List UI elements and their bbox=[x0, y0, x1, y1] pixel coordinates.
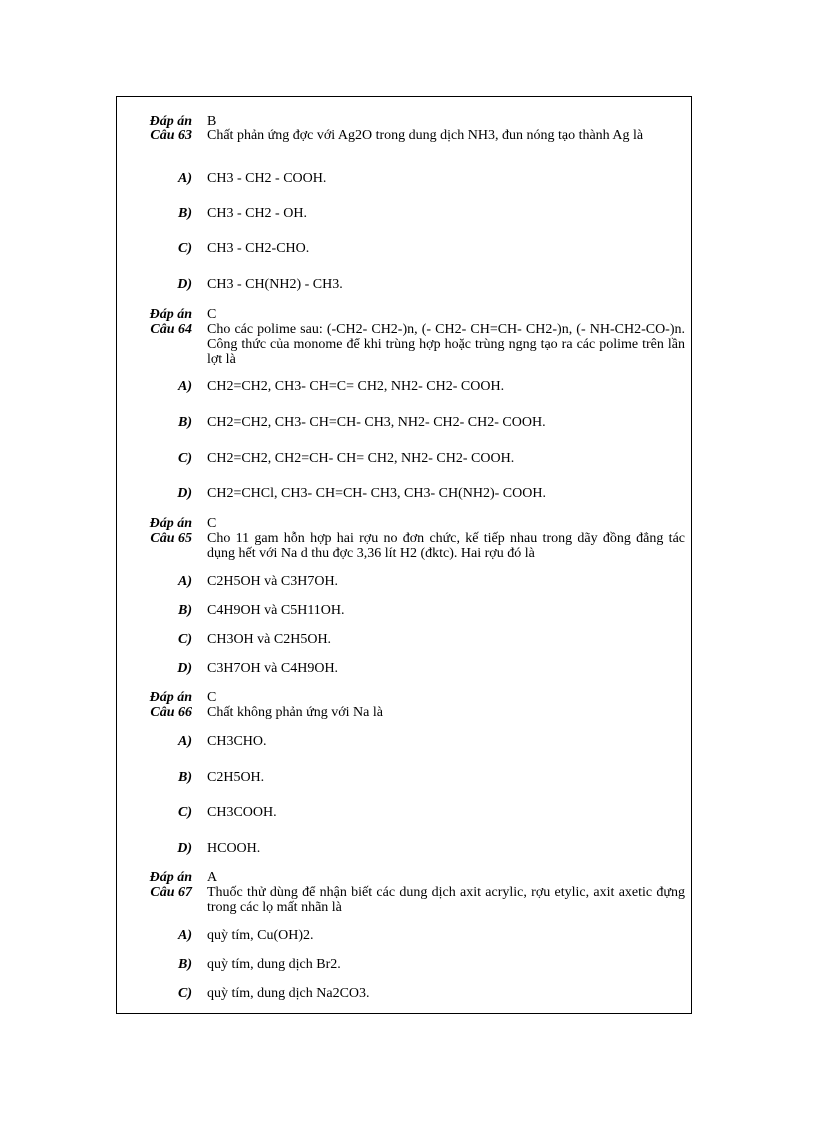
option-text: C4H9OH và C5H11OH. bbox=[207, 603, 345, 618]
answer-label: Đáp án bbox=[149, 516, 192, 531]
option-text: C2H5OH. bbox=[207, 770, 265, 785]
option-text: CH3 - CH2 - COOH. bbox=[207, 171, 327, 186]
option-row bbox=[117, 170, 693, 188]
option-text: CH3CHO. bbox=[207, 734, 267, 749]
option-row bbox=[117, 573, 693, 591]
option-row bbox=[117, 733, 693, 751]
option-text: CH2=CH2, CH3- CH=CH- CH3, NH2- CH2- CH2- COOH. bbox=[207, 415, 546, 430]
option-text: CH3 - CH2 - OH. bbox=[207, 206, 307, 221]
answer-value: A bbox=[207, 870, 218, 885]
question-number: Câu 66 bbox=[150, 705, 192, 720]
option-label: A) bbox=[178, 171, 192, 186]
option-label: A) bbox=[178, 734, 192, 749]
option-text: CH3 - CH2-CHO. bbox=[207, 241, 310, 256]
option-row bbox=[117, 378, 693, 396]
answer-value: B bbox=[207, 114, 217, 129]
option-row bbox=[117, 985, 693, 1003]
question-text: Cho các polime sau: (-CH2- CH2-)n, (- CH2- CH=CH- CH2-)n, (- NH-CH2-CO-)n. Công thức của monome để khi trùng hợp hoặc trùng ngng tạo ra các polime trên lần lợt là bbox=[207, 322, 685, 367]
option-row bbox=[117, 927, 693, 945]
option-text: CH3COOH. bbox=[207, 805, 277, 820]
option-row bbox=[117, 602, 693, 620]
option-text: HCOOH. bbox=[207, 841, 261, 856]
question-text: Chất phản ứng đợc với Ag2O trong dung dịch NH3, đun nóng tạo thành Ag là bbox=[207, 128, 644, 143]
option-row bbox=[117, 205, 693, 223]
option-row bbox=[117, 450, 693, 468]
option-row bbox=[117, 276, 693, 294]
option-label: C) bbox=[178, 632, 192, 647]
option-text: quỳ tím, dung dịch Br2. bbox=[207, 957, 341, 972]
answer-label: Đáp án bbox=[149, 114, 192, 129]
question-frame bbox=[116, 96, 692, 1014]
option-label: D) bbox=[177, 486, 192, 501]
answer-value: C bbox=[207, 516, 217, 531]
option-row bbox=[117, 414, 693, 432]
answer-value: C bbox=[207, 307, 217, 322]
option-label: B) bbox=[178, 957, 192, 972]
option-text: CH3 - CH(NH2) - CH3. bbox=[207, 277, 343, 292]
answer-label: Đáp án bbox=[149, 690, 192, 705]
question-number: Câu 64 bbox=[150, 322, 192, 337]
option-row bbox=[117, 956, 693, 974]
option-label: B) bbox=[178, 415, 192, 430]
answer-value: C bbox=[207, 690, 217, 705]
option-text: CH3OH và C2H5OH. bbox=[207, 632, 332, 647]
option-text: CH2=CHCl, CH3- CH=CH- CH3, CH3- CH(NH2)- COOH. bbox=[207, 486, 546, 501]
option-text: C2H5OH và C3H7OH. bbox=[207, 574, 339, 589]
option-label: B) bbox=[178, 603, 192, 618]
answer-label: Đáp án bbox=[149, 307, 192, 322]
option-label: C) bbox=[178, 986, 192, 1001]
question-text: Thuốc thử dùng để nhận biết các dung dịch axit acrylic, rợu etylic, axit axetic đựng trong các lọ mất nhãn là bbox=[207, 885, 685, 915]
option-label: C) bbox=[178, 451, 192, 466]
option-label: A) bbox=[178, 379, 192, 394]
option-text: C3H7OH và C4H9OH. bbox=[207, 661, 339, 676]
option-text: quỳ tím, Cu(OH)2. bbox=[207, 928, 314, 943]
option-label: A) bbox=[178, 928, 192, 943]
option-row bbox=[117, 660, 693, 678]
option-label: B) bbox=[178, 206, 192, 221]
option-label: B) bbox=[178, 770, 192, 785]
option-row bbox=[117, 769, 693, 787]
option-row bbox=[117, 804, 693, 822]
option-label: D) bbox=[177, 661, 192, 676]
option-label: A) bbox=[178, 574, 192, 589]
option-text: CH2=CH2, CH2=CH- CH= CH2, NH2- CH2- COOH. bbox=[207, 451, 515, 466]
option-label: C) bbox=[178, 241, 192, 256]
question-number: Câu 67 bbox=[150, 885, 192, 900]
option-row bbox=[117, 840, 693, 858]
question-number: Câu 63 bbox=[150, 128, 192, 143]
option-row bbox=[117, 631, 693, 649]
question-number: Câu 65 bbox=[150, 531, 192, 546]
option-label: D) bbox=[177, 841, 192, 856]
option-row bbox=[117, 485, 693, 503]
answer-label: Đáp án bbox=[149, 870, 192, 885]
option-label: D) bbox=[177, 277, 192, 292]
question-text: Chất không phản ứng với Na là bbox=[207, 705, 383, 720]
option-text: quỳ tím, dung dịch Na2CO3. bbox=[207, 986, 370, 1001]
option-label: C) bbox=[178, 805, 192, 820]
option-text: CH2=CH2, CH3- CH=C= CH2, NH2- CH2- COOH. bbox=[207, 379, 505, 394]
option-row bbox=[117, 240, 693, 258]
question-text: Cho 11 gam hỗn hợp hai rợu no đơn chức, kế tiếp nhau trong dãy đồng đẳng tác dụng hết với Na d thu đợc 3,36 lít H2 (đktc). Hai rợu đó là bbox=[207, 531, 685, 561]
